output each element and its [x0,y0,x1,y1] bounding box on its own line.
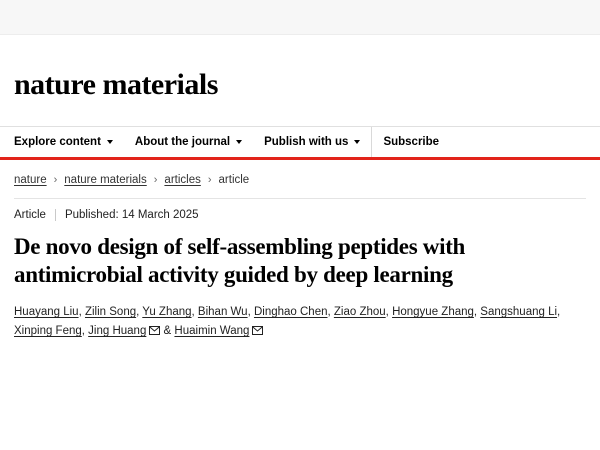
breadcrumb [0,160,600,186]
author-separator: & [160,325,175,338]
author-entry [334,306,392,318]
author-link[interactable]: Bihan Wu [197,306,248,319]
author-link[interactable]: Jing Huang [88,325,147,338]
author-separator: , [473,306,481,319]
author-list [14,303,586,341]
email-icon[interactable] [149,326,160,335]
author-link[interactable]: Yu Zhang [142,306,192,319]
article-type: Article [14,209,46,221]
author-entry [14,306,85,318]
author-entry [142,306,198,318]
nav-item-label: Explore content [14,136,101,148]
nav-item-label: Subscribe [383,136,440,148]
author-entry [85,306,142,318]
page-title: De novo design of self-assembling peptides with antimicrobial activity guided by deep learning [14,234,466,288]
author-separator: , [191,306,198,319]
author-entry [254,306,334,318]
chevron-down-icon [236,140,242,144]
author-link[interactable]: Hongyue Zhang [392,306,474,319]
breadcrumb-separator: › [153,174,158,186]
breadcrumb-separator: › [53,174,58,186]
breadcrumb-item-nature[interactable]: nature [14,174,47,186]
author-entry [198,306,254,318]
author-separator: , [78,306,85,319]
chevron-down-icon [107,140,113,144]
author-separator: , [247,306,254,319]
article-meta [0,199,600,221]
journal-logo[interactable]: nature materials [14,68,218,101]
author-separator: , [327,306,334,319]
main-navigation [0,126,600,160]
author-link[interactable]: Huayang Liu [14,306,79,319]
author-separator: , [136,306,143,319]
author-separator: , [81,325,89,338]
author-entry [14,325,88,337]
author-entry [174,325,263,337]
nav-item-label: Publish with us [264,136,349,148]
chevron-down-icon [354,140,360,144]
author-link[interactable]: Zilin Song [84,306,137,319]
author-link[interactable]: Sangshuang Li [480,306,558,319]
author-link[interactable]: Dinghao Chen [253,306,328,319]
author-entry [480,306,560,318]
author-link[interactable]: Huaimin Wang [174,325,250,338]
author-entry [392,306,480,318]
masthead [0,34,600,108]
nav-item-publish-with-us[interactable] [253,127,371,157]
nav-item-about-the-journal[interactable] [124,127,253,157]
publication-date: Published: 14 March 2025 [64,209,199,221]
email-icon[interactable] [252,326,263,335]
author-separator: , [385,306,393,319]
nav-item-label: About the journal [134,136,231,148]
breadcrumb-item-article: article [218,174,250,186]
meta-divider [55,209,56,221]
nav-item-subscribe[interactable] [371,127,450,157]
browser-top-strip [0,0,600,35]
page-content [0,34,600,341]
author-link[interactable]: Ziao Zhou [333,306,386,319]
author-link[interactable]: Xinping Feng [14,325,82,338]
breadcrumb-separator: › [207,174,212,186]
author-separator: , [557,306,561,319]
breadcrumb-item-nature-materials[interactable]: nature materials [64,174,147,186]
nav-item-explore-content[interactable] [14,127,124,157]
breadcrumb-item-articles[interactable]: articles [164,174,201,186]
author-entry [88,325,174,337]
